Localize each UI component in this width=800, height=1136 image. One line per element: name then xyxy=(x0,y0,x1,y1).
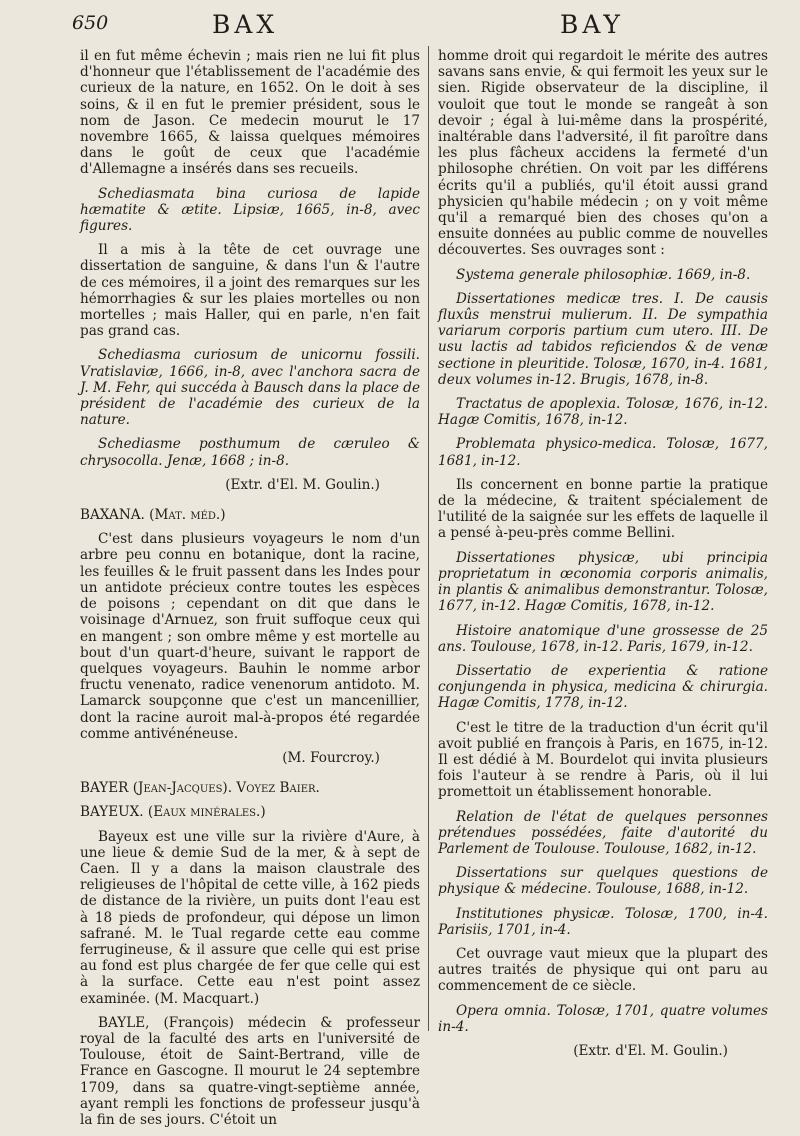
entry-heading: BAXANA. (Mat. méd.) xyxy=(80,507,226,524)
work-entry: Schediasma curiosum de unicornu fossili. Vratislaviæ, 1666, in-8, avec l'anchora sacra de J. M. Fehr, qui succéda à Bausch dans la place de président de l'académie des curieux de la nature. xyxy=(80,347,420,429)
work-entry: Dissertatio de experientia & ratione conjungenda in physica, medicina & chirurgia. Hagæ Comitis, 1778, in-12. xyxy=(438,662,768,712)
work-entry: Schediasme posthumum de cæruleo & chrysocolla. Jenæ, 1668 ; in-8. xyxy=(80,436,420,469)
work-entry: Dissertationes medicæ tres. I. De causis fluxûs menstrui mulierum. II. De sympathia variarum corporis partium cum utero. III. De usu lactis ad tabidos reficiendos & de venæ sectione in pleuritide. Tolosæ, 1670, in-4. 1681, deux volumes in-12. Brugis, 1678, in-8. xyxy=(438,290,768,388)
attribution: (M. Fourcroy.) xyxy=(282,749,380,766)
paragraph: BAYLE, (François) médecin & professeur royal de la faculté des arts en l'université de Toulouse, étoit de Saint-Bertrand, ville de France en Gascogne. Il mourut le 24 septembre 1709, dans sa quatre-vingt-septième année, ayant rempli les fonctions de professeur jusqu'à la fin de ses jours. C'étoit un xyxy=(80,1014,420,1128)
right-running-head: BAY xyxy=(560,10,624,39)
column-divider xyxy=(428,46,429,1031)
paragraph: il en fut même échevin ; mais rien ne lui fit plus d'honneur que l'établissement de l'académie des curieux de la nature, en 1652. On le doit à ses soins, & il en fut le premier président, sous le nom de Jason. Ce medecin mourut le 17 novembre 1665, & laissa quelques mémoires dans le goût de ceux que l'académie d'Allemagne a insérés dans ses recueils. xyxy=(80,48,420,178)
paragraph: homme droit qui regardoit le mérite des autres savans sans envie, & qui fermoit les yeux sur le sien. Rigide observateur de la discipline, il vouloit que tout le monde se rangeât à son devoir ; égal à lui-même dans la prospérité, inaltérable dans l'adversité, il fit paroître dans les plus fâcheux accidens la fermeté d'un philosophe chrétien. On voit par les différens écrits qu'il a publiés, qu'il étoit aussi grand physicien qu'habile médecin ; on y voit même qu'il a remarqué bien des choses qu'on a ensuite données au public comme de nouvelles découvertes. Ses ouvrages sont : xyxy=(438,48,768,259)
attribution: (Extr. d'El. M. Goulin.) xyxy=(225,476,380,493)
attribution: (Extr. d'El. M. Goulin.) xyxy=(573,1042,728,1059)
work-entry: Systema generale philosophiæ. 1669, in-8. xyxy=(456,266,751,283)
left-column xyxy=(80,48,420,1136)
paragraph: Bayeux est une ville sur la rivière d'Aure, à une lieue & demie Sud de la mer, & à sept de Caen. Il y a dans la maison claustrale des religieuses de l'hôpital de cette ville, à 162 pieds de distance de la rivière, un puits dont l'eau est à 18 pieds de profondeur, qui dépose un limon safrané. M. le Tual regarde cette eau comme ferrugineuse, & il assure que celle qui est prise au fond est plus chargée de fer que celle qui est à la surface. Cette eau n'est point assez examinée. (M. Macquart.) xyxy=(80,828,420,1007)
page-number: 650 xyxy=(72,12,109,34)
work-entry: Schediasmata bina curiosa de lapide hæmatite & ætite. Lipsiæ, 1665, in-8, avec figures. xyxy=(80,185,420,235)
work-entry: Dissertations sur quelques questions de physique & médecine. Toulouse, 1688, in-12. xyxy=(438,865,768,898)
paragraph: Il a mis à la tête de cet ouvrage une dissertation de sanguine, & dans l'un & l'autre de ces mémoires, il a joint des remarques sur les hémorrhagies & sur les plaies mortelles ou non mortelles ; mais Haller, qui en parle, n'en fait pas grand cas. xyxy=(80,242,420,340)
entry-heading: BAYEUX. (Eaux minérales.) xyxy=(80,804,266,821)
work-entry: Problemata physico-medica. Tolosæ, 1677, 1681, in-12. xyxy=(438,436,768,469)
work-entry: Tractatus de apoplexia. Tolosæ, 1676, in-12. Hagæ Comitis, 1678, in-12. xyxy=(438,396,768,429)
page-header xyxy=(0,6,800,42)
left-running-head: BAX xyxy=(212,10,279,39)
work-entry: Relation de l'état de quelques personnes prétendues possédées, faite d'autorité du Parlement de Toulouse. Toulouse, 1682, in-12. xyxy=(438,808,768,857)
paragraph: C'est le titre de la traduction d'un écrit qu'il avoit publié en françois à Paris, en 1675, in-12. Il est dédié à M. Bourdelot qui invita plusieurs fois l'auteur à se rendre à Paris, où il lui promettoit un établissement honorable. xyxy=(438,719,768,801)
right-column xyxy=(438,48,768,1073)
work-entry: Institutiones physicæ. Tolosæ, 1700, in-4. Parisiis, 1701, in-4. xyxy=(438,905,768,938)
entry-heading: BAYER (Jean-Jacques). Voyez Baier. xyxy=(80,780,320,797)
paragraph: Cet ouvrage vaut mieux que la plupart des autres traités de physique qui ont paru au commencement de ce siècle. xyxy=(438,945,768,995)
work-entry: Opera omnia. Tolosæ, 1701, quatre volumes in-4. xyxy=(438,1002,768,1035)
work-entry: Dissertationes physicæ, ubi principia proprietatum in œconomia corporis animalis, in plantis & animalibus demonstrantur. Tolosæ, 1677, in-12. Hagæ Comitis, 1678, in-12. xyxy=(438,549,768,615)
paragraph: Ils concernent en bonne partie la pratique de la médecine, & traitent spécialement de l'utilité de la saignée sur les effets de laquelle il a pensé à-peu-près comme Bellini. xyxy=(438,476,768,542)
paragraph: C'est dans plusieurs voyageurs le nom d'un arbre peu connu en botanique, dont la racine, les feuilles & le fruit passent dans les Indes pour un antidote précieux contre toutes les espèces de poisons ; cependant on dit que dans le voisinage d'Arnuez, son fruit suffoque ceux qui en mangent ; son ombre même y est mortelle au bout d'un quart-d'heure, suivant le rapport de quelques voyageurs. Bauhin le nomme arbor fructu venenato, radice venenorum antidoto. M. Lamarck soupçonne que c'est un mancenillier, dont la racine auroit mal-à-propos été regardée comme antivénéneuse. xyxy=(80,531,420,742)
work-entry: Histoire anatomique d'une grossesse de 25 ans. Toulouse, 1678, in-12. Paris, 1679, in-12. xyxy=(438,622,768,655)
